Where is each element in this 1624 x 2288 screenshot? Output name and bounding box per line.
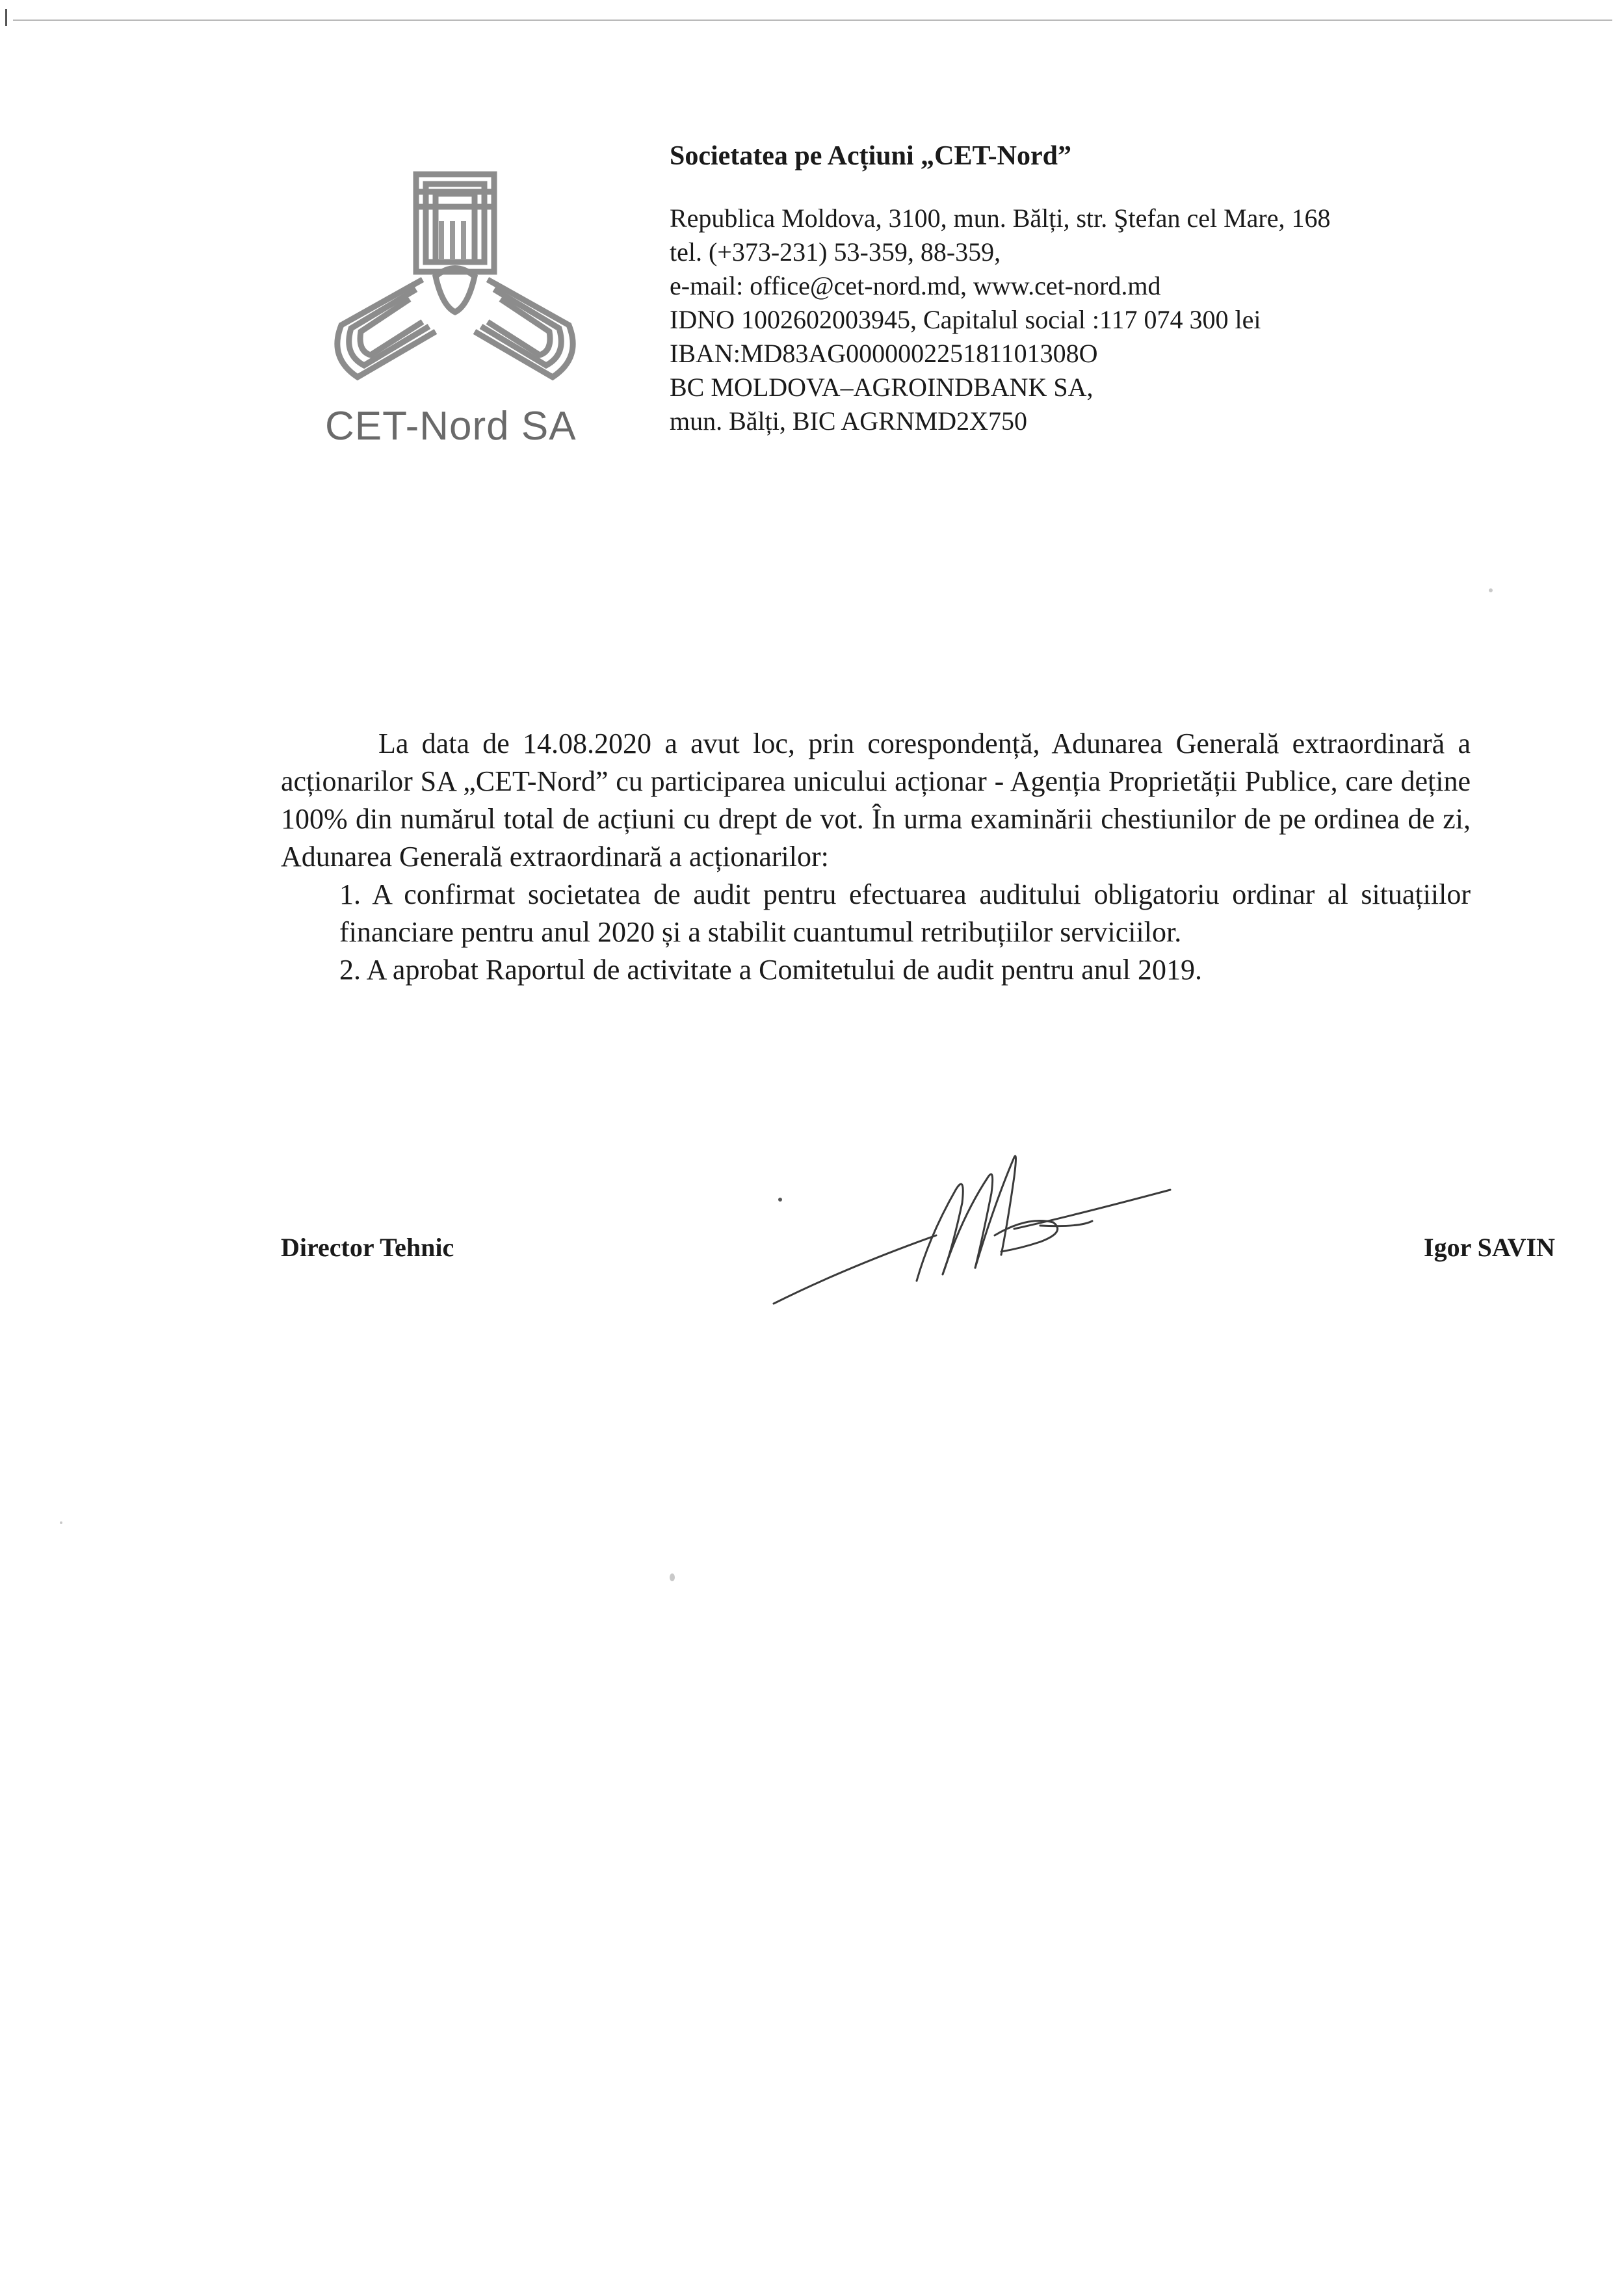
- phone-line: tel. (+373-231) 53-359, 88-359,: [670, 237, 1001, 267]
- scan-speck: [60, 1521, 62, 1524]
- signatory-role: Director Tehnic: [281, 1233, 454, 1262]
- decision-item-1: 1. A confirmat societatea de audit pentru efectuarea auditului obligatoriu ordinar al situațiilor financiare pentru anul 2020 și a stabilit cuantumul retribuțiilor serviciilor.: [339, 878, 1471, 948]
- scan-edge-line: [13, 20, 1612, 21]
- signatory-name: Igor SAVIN: [1424, 1233, 1555, 1262]
- decision-item-2: 2. A aprobat Raportul de activitate a Comitetului de audit pentru anul 2019.: [339, 954, 1203, 986]
- bic-line: mun. Bălți, BIC AGRNMD2X750: [670, 406, 1028, 436]
- scan-speck: [670, 1573, 675, 1581]
- idno-line: IDNO 1002602003945, Capitalul social :117 074 300 lei: [670, 305, 1261, 334]
- letterhead-info: [670, 137, 1515, 438]
- iban-line: IBAN:MD83AG000000225181101308O: [670, 339, 1098, 368]
- document-body: [281, 725, 1471, 989]
- logo-caption: CET-Nord SA: [325, 404, 577, 449]
- company-name: Societatea pe Acțiuni „CET-Nord”: [670, 141, 1071, 171]
- company-logo: [306, 163, 605, 455]
- handwritten-signature: [767, 1118, 1190, 1326]
- bank-line: BC MOLDOVA–AGROINDBANK SA,: [670, 373, 1094, 402]
- signature-icon: [767, 1118, 1190, 1326]
- email-line: e-mail: office@cet-nord.md, www.cet-nord.md: [670, 271, 1161, 300]
- cet-nord-logo-icon: [306, 163, 605, 410]
- address-line: Republica Moldova, 3100, mun. Bălți, str. Ştefan cel Mare, 168: [670, 204, 1331, 233]
- decision-list: [281, 876, 1471, 989]
- scan-edge-mark: [5, 9, 7, 26]
- scan-speck: [1489, 588, 1493, 592]
- main-paragraph: La data de 14.08.2020 a avut loc, prin corespondență, Adunarea Generală extraordinară a acționarilor SA „CET-Nord” cu participarea unicului acționar - Agenția Proprietății Publice, care deține 100% din numărul total de acțiuni cu drept de vot. În urma examinării chestiunilor de pe ordinea de zi, Adunarea Generală extraordinară a acționarilor:: [281, 728, 1471, 873]
